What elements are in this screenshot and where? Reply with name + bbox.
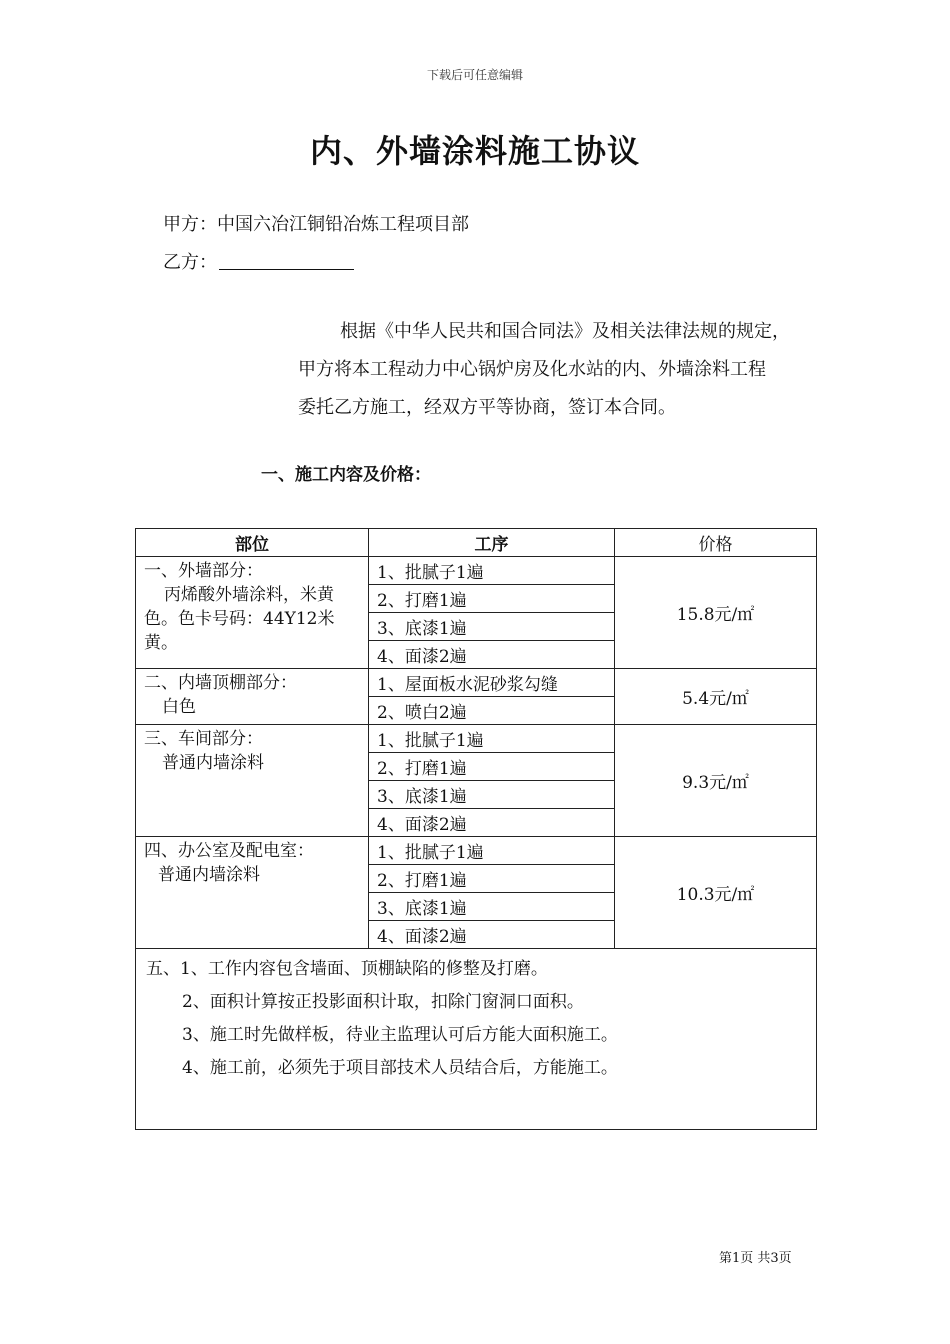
process-step: 1、批腻子1遍: [369, 557, 615, 585]
part-title: 一、外墙部分：: [144, 561, 263, 581]
party-b-blank-line: [219, 253, 354, 270]
price-cell: 10.3元/㎡: [615, 837, 817, 949]
page-number: 第1页 共3页: [719, 1251, 792, 1266]
part-detail: 普通内墙涂料: [158, 865, 260, 885]
party-a: 甲方：中国六冶江铜铅冶炼工程项目部: [163, 214, 469, 235]
part-detail: 丙烯酸外墙涂料，米黄色。色卡号码：44Y12米黄。: [144, 585, 335, 653]
note-item: 4、施工前，必须先于项目部技术人员结合后，方能施工。: [182, 1058, 618, 1078]
price-cell: 9.3元/㎡: [615, 725, 817, 837]
header-price: 价格: [615, 529, 817, 557]
price-cell: 5.4元/㎡: [615, 669, 817, 725]
header-part: 部位: [136, 529, 369, 557]
table-row: [136, 669, 817, 697]
table-row: [136, 725, 817, 753]
intro-paragraph: [298, 313, 838, 427]
process-step: 1、批腻子1遍: [369, 837, 615, 865]
notes-cell: [136, 949, 817, 1130]
party-b-label: 乙方：: [163, 252, 217, 273]
process-step: 3、底漆1遍: [369, 613, 615, 641]
price-cell: 15.8元/㎡: [615, 557, 817, 669]
intro-line: 委托乙方施工，经双方平等协商，签订本合同。: [298, 397, 676, 418]
intro-line: 甲方将本工程动力中心锅炉房及化水站的内、外墙涂料工程: [298, 359, 766, 380]
process-step: 4、面漆2遍: [369, 809, 615, 837]
process-step: 3、底漆1遍: [369, 781, 615, 809]
process-step: 1、屋面板水泥砂浆勾缝: [369, 669, 615, 697]
document-title: 内、外墙涂料施工协议: [309, 132, 640, 170]
intro-line: 根据《中华人民共和国合同法》及相关法律法规的规定，: [340, 321, 790, 342]
notes-row: [136, 949, 817, 1130]
part-title: 二、内墙顶棚部分：: [144, 673, 297, 693]
process-step: 3、底漆1遍: [369, 893, 615, 921]
process-step: 2、打磨1遍: [369, 865, 615, 893]
process-step: 2、喷白2遍: [369, 697, 615, 725]
part-cell: [136, 669, 369, 725]
price-table: [135, 528, 817, 1130]
part-detail: 普通内墙涂料: [162, 753, 264, 773]
header-note: 下载后可任意编辑: [426, 68, 523, 82]
part-title: 四、办公室及配电室：: [144, 841, 314, 861]
part-cell: [136, 557, 369, 669]
note-item: 五、1、工作内容包含墙面、顶棚缺陷的修整及打磨。: [146, 959, 548, 979]
note-item: 2、面积计算按正投影面积计取，扣除门窗洞口面积。: [182, 992, 584, 1012]
table-row: [136, 557, 817, 585]
note-item: 3、施工时先做样板，待业主监理认可后方能大面积施工。: [182, 1025, 618, 1045]
process-step: 2、打磨1遍: [369, 585, 615, 613]
process-step: 2、打磨1遍: [369, 753, 615, 781]
process-step: 1、批腻子1遍: [369, 725, 615, 753]
part-cell: [136, 725, 369, 837]
section-heading: 一、施工内容及价格：: [261, 465, 431, 485]
process-step: 4、面漆2遍: [369, 641, 615, 669]
table-header-row: [136, 529, 817, 557]
header-process: 工序: [369, 529, 615, 557]
part-cell: [136, 837, 369, 949]
process-step: 4、面漆2遍: [369, 921, 615, 949]
table-row: [136, 837, 817, 865]
party-b: [163, 248, 354, 274]
part-detail: 白色: [162, 697, 196, 717]
part-title: 三、车间部分：: [144, 729, 263, 749]
